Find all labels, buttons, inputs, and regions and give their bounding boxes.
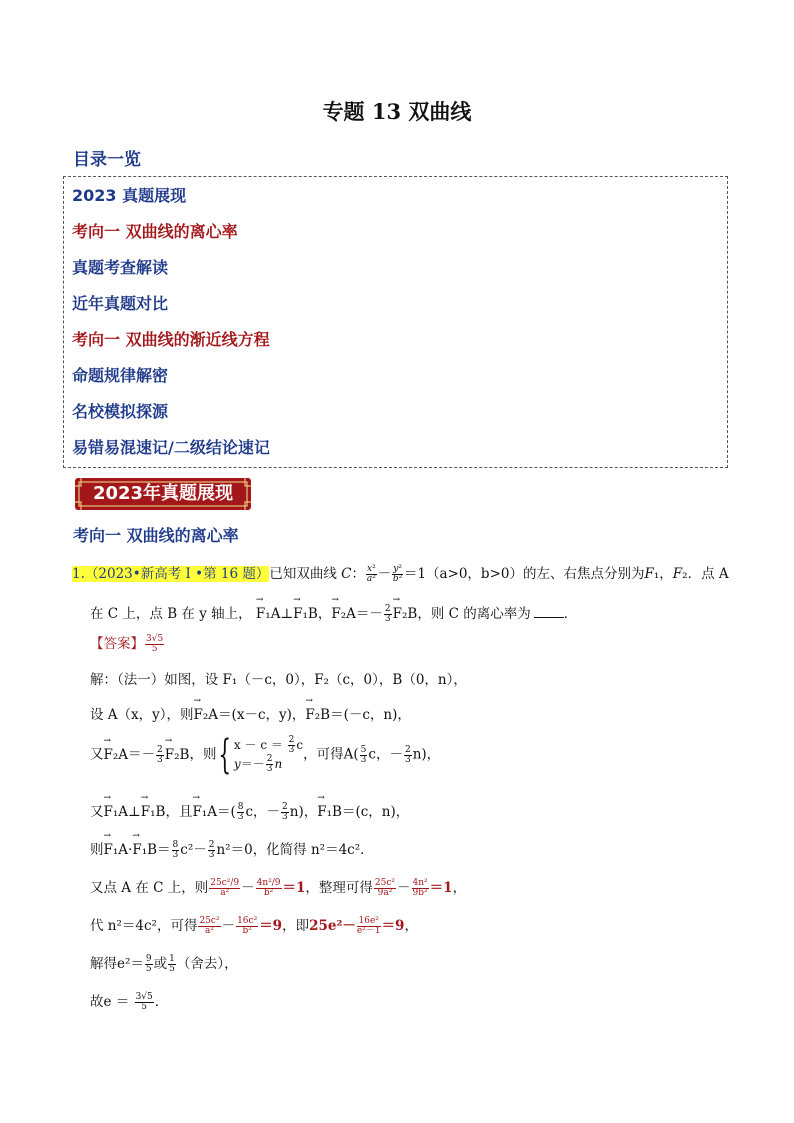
toc-item-rules[interactable]: 命题规律解密 (72, 366, 169, 385)
problem-text-5: ，则 C 的离心率为 (417, 606, 531, 622)
problem-text-3: ．点 A (687, 566, 729, 582)
solution-line-4: 又→ F₁A⊥→ F₁B，且→ F₁A＝( $\frac{8}{3}$ c，－ $\frac{2}{3}$ n)，→ F₁B＝(c，n)， (90, 800, 409, 822)
solution-line-1: 解：（法一）如图，设 F₁（－c，0），F₂（c，0），B（0，n）， (90, 672, 467, 688)
problem-text-4: 在 C 上，点 B 在 y 轴上， (90, 606, 252, 622)
toc-item-analysis[interactable]: 真题考查解读 (72, 258, 169, 277)
problem-text: 已知双曲线 (269, 566, 337, 582)
answer-line (90, 632, 165, 654)
toc-heading: 目录一览 (73, 150, 141, 170)
solution-line-3: 又→ F₂A＝－ $\frac{2}{3}$ → F₂B，则{ x － c ＝ $\frac{2}{3}$ c y＝－ $\frac{2}{3}$ n ，可得A( $\frac{5}{3}$ c，－ $\frac{2}{3}$ n)， (90, 735, 440, 775)
answer-label: 【答案】 (90, 636, 144, 652)
section-heading: 考向一 双曲线的离心率 (73, 526, 239, 545)
answer-value: $\frac{3√5}{5}$ (146, 634, 164, 654)
toc-item-notes[interactable]: 易错易混速记/二级结论速记 (72, 438, 270, 457)
toc-item-schools[interactable]: 名校模拟探源 (72, 402, 169, 421)
toc-item-eccentricity[interactable]: 考向一 双曲线的离心率 (72, 222, 238, 241)
problem-text-2: （a>0，b>0）的左、右焦点分别为 (425, 566, 645, 582)
solution-line-6: 又点 A 在 C 上，则 $\frac{\text{25c²/9}}{\text{a²}}$ － $\frac{\text{4n²/9}}{\text{b²}}$ ＝1，整理可得 $\frac{\text{25c²}}{\text{9a²}}$ － $\frac{\text{4n²}}{\text{9b²}}$ ＝1， (90, 878, 467, 898)
solution-line-5: 则→ F₁A·→ F₁B＝ $\frac{8}{3}$ c²－ $\frac{2}{3}$ n²＝0，化简得 n²＝4c²． (90, 838, 374, 860)
problem-source: （2023•新高考 I •第 16 题） (84, 566, 270, 582)
answer-blank[interactable] (534, 617, 564, 618)
problem-line-1: 1.（2023•新高考 I •第 16 题）已知双曲线 C： $\frac{\text{x²}}{\text{a²}}$ － $\frac{\text{y²}}{\text{b²}}$ ＝1（a>0，b>0）的左、右焦点分别为F₁，F₂．点 A (72, 564, 729, 584)
solution-line-2: 设 A（x，y），则→ F₂A＝(x－c，y)，→ F₂B＝(－c，n)， (90, 703, 411, 723)
solution-line-9: 故e ＝ $\frac{3√5}{5}$ ． (90, 992, 169, 1012)
banner-label: 2023年真题展现 (92, 483, 234, 504)
toc-item-asymptote[interactable]: 考向一 双曲线的渐近线方程 (72, 330, 270, 349)
solution-line-8: 解得e²＝ $\frac{9}{5}$ 或 $\frac{1}{5}$ （舍去）， (90, 954, 238, 974)
problem-number: 1. (72, 566, 85, 582)
page-title: 专题 13 双曲线 (322, 99, 472, 124)
section-banner (73, 476, 253, 512)
toc-item-compare[interactable]: 近年真题对比 (72, 294, 169, 313)
solution-line-7: 代 n²＝4c²，可得 $\frac{\text{25c²}}{\text{a²}}$ － $\frac{\text{16c²}}{\text{b²}}$ ＝9，即25e²－ $\frac{\text{16e²}}{\text{e²－1}}$ ＝9， (90, 916, 418, 936)
toc-item-2023[interactable]: 2023 真题展现 (72, 186, 187, 205)
problem-line-2: 在 C 上，点 B 在 y 轴上， → F₁A⊥→ F₁B，→ F₂A＝－ $\frac{2}{3}$ → F₂B，则 C 的离心率为 ． (90, 602, 577, 624)
toc-box (63, 176, 728, 468)
